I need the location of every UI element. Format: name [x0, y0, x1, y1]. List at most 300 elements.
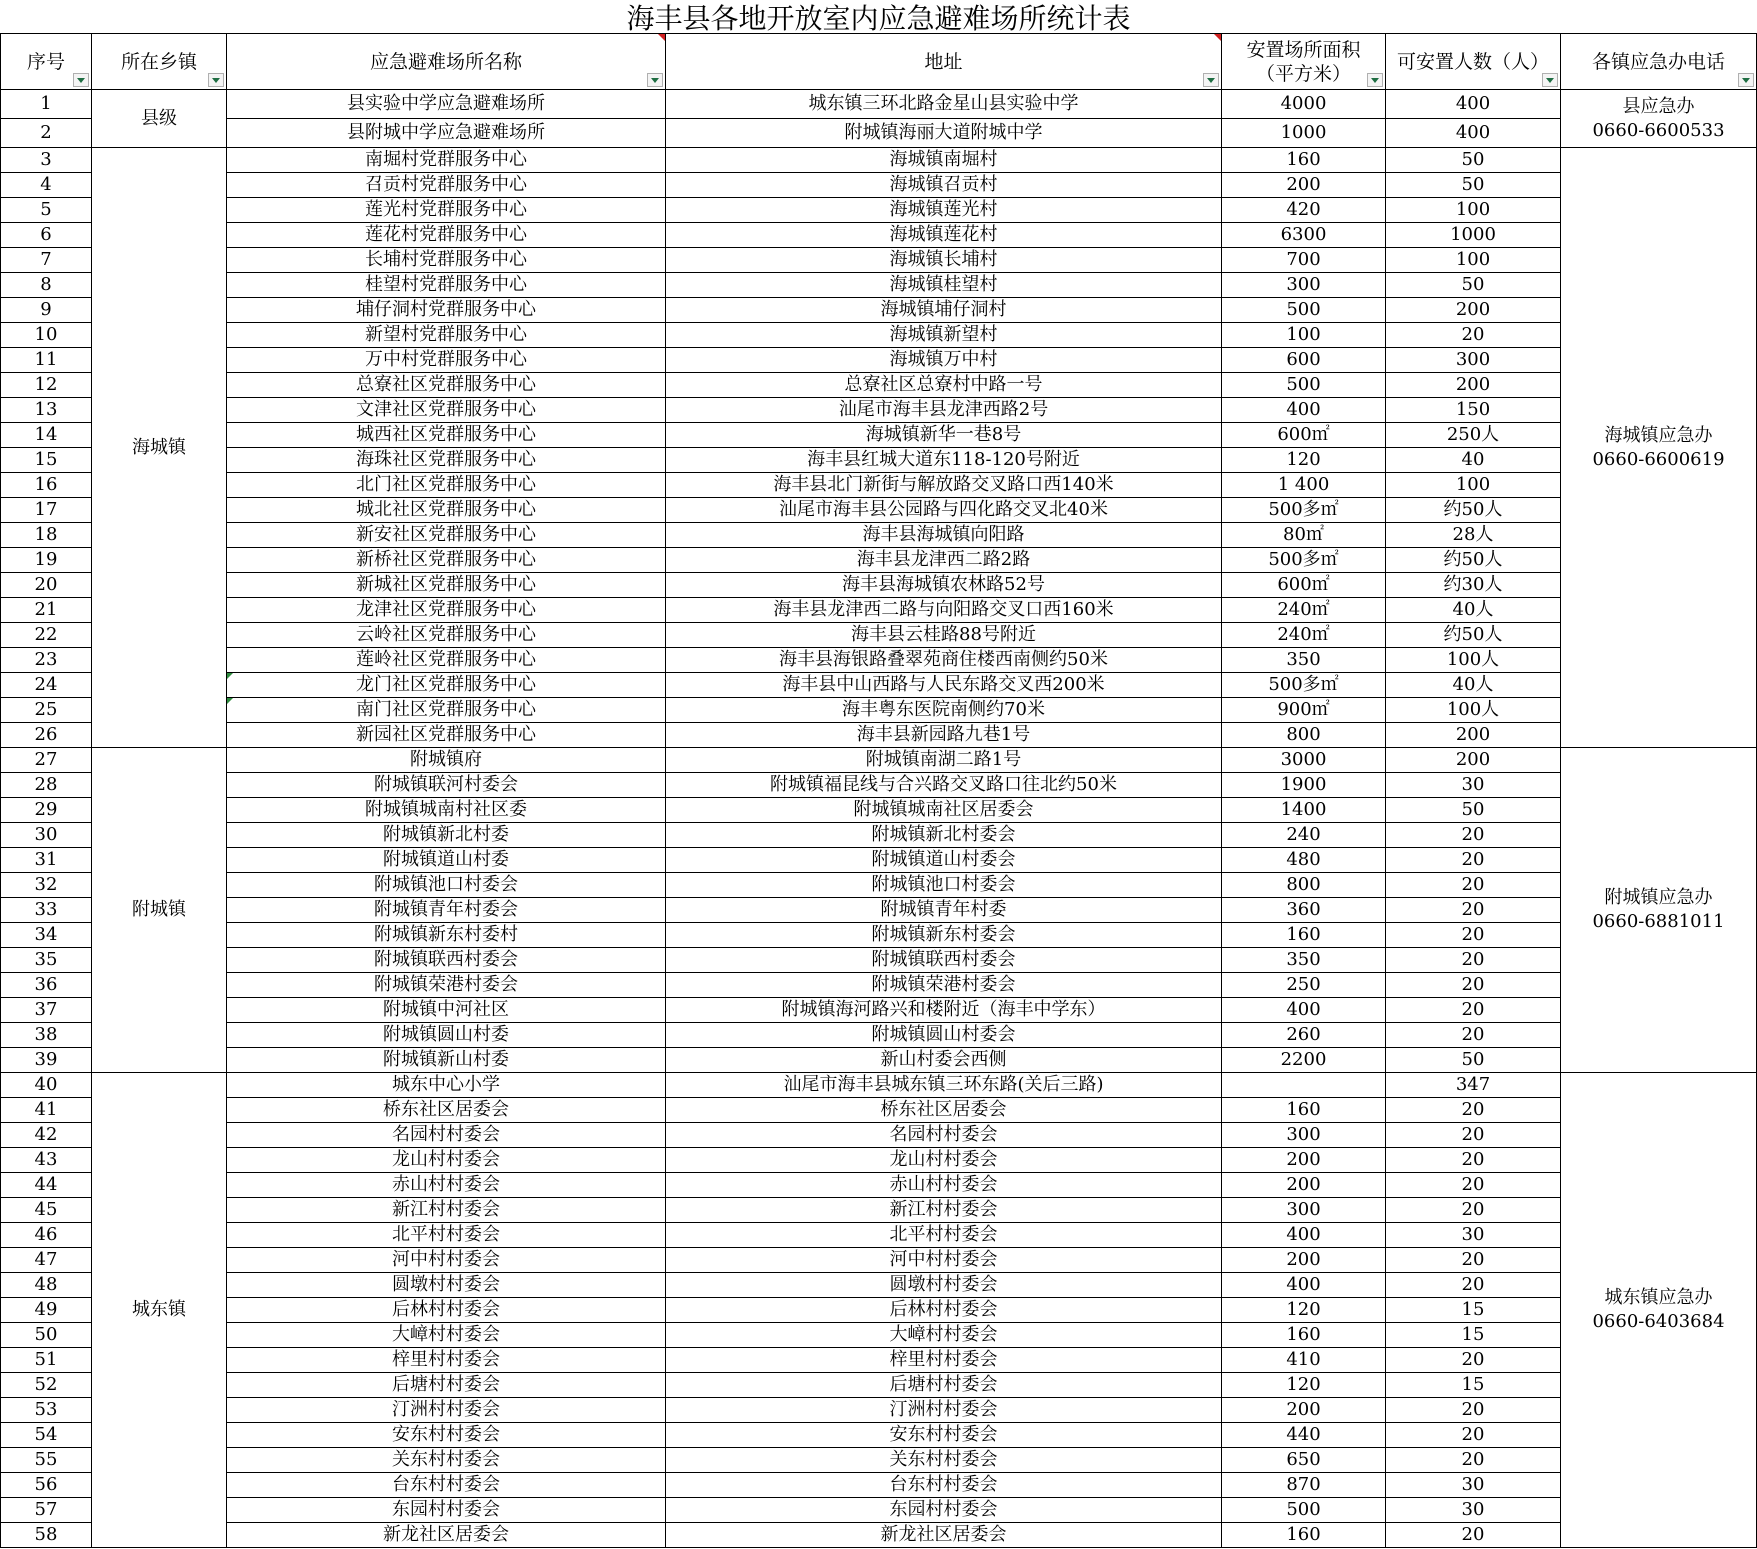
cell-capacity[interactable]: 20 — [1386, 998, 1561, 1023]
cell-seq[interactable]: 9 — [1, 298, 92, 323]
cell-address[interactable]: 北平村村委会 — [666, 1223, 1222, 1248]
cell-area[interactable]: 120 — [1222, 1373, 1386, 1398]
cell-seq[interactable]: 3 — [1, 148, 92, 173]
cell-address[interactable]: 海城镇莲光村 — [666, 198, 1222, 223]
cell-area[interactable]: 2200 — [1222, 1048, 1386, 1073]
cell-capacity[interactable]: 约30人 — [1386, 573, 1561, 598]
cell-capacity[interactable]: 30 — [1386, 1223, 1561, 1248]
cell-address[interactable]: 梓里村村委会 — [666, 1348, 1222, 1373]
cell-seq[interactable]: 42 — [1, 1123, 92, 1148]
cell-area[interactable]: 1 400 — [1222, 473, 1386, 498]
cell-seq[interactable]: 37 — [1, 998, 92, 1023]
cell-address[interactable]: 附城镇新北村委会 — [666, 823, 1222, 848]
cell-address[interactable]: 海城镇召贡村 — [666, 173, 1222, 198]
cell-area[interactable]: 500多㎡ — [1222, 498, 1386, 523]
cell-capacity[interactable]: 1000 — [1386, 223, 1561, 248]
cell-emergency-phone[interactable] — [1561, 748, 1757, 1073]
cell-seq[interactable]: 26 — [1, 723, 92, 748]
cell-address[interactable]: 新江村村委会 — [666, 1198, 1222, 1223]
cell-capacity[interactable]: 约50人 — [1386, 498, 1561, 523]
cell-capacity[interactable]: 20 — [1386, 1523, 1561, 1548]
cell-area[interactable]: 200 — [1222, 1148, 1386, 1173]
cell-address[interactable]: 东园村村委会 — [666, 1498, 1222, 1523]
cell-area[interactable]: 240㎡ — [1222, 623, 1386, 648]
cell-seq[interactable]: 10 — [1, 323, 92, 348]
cell-area[interactable]: 400 — [1222, 1273, 1386, 1298]
cell-capacity[interactable]: 20 — [1386, 1273, 1561, 1298]
cell-area[interactable]: 400 — [1222, 998, 1386, 1023]
cell-address[interactable]: 新龙社区居委会 — [666, 1523, 1222, 1548]
cell-area[interactable]: 100 — [1222, 323, 1386, 348]
cell-area[interactable]: 240 — [1222, 823, 1386, 848]
cell-area[interactable]: 500多㎡ — [1222, 548, 1386, 573]
cell-capacity[interactable]: 50 — [1386, 798, 1561, 823]
cell-site-name[interactable]: 长埔村党群服务中心 — [227, 248, 666, 273]
cell-seq[interactable]: 12 — [1, 373, 92, 398]
cell-site-name[interactable]: 汀洲村村委会 — [227, 1398, 666, 1423]
filter-dropdown-icon[interactable] — [208, 73, 224, 87]
cell-address[interactable]: 海丰县龙津西二路2路 — [666, 548, 1222, 573]
cell-seq[interactable]: 33 — [1, 898, 92, 923]
cell-capacity[interactable]: 20 — [1386, 1148, 1561, 1173]
cell-address[interactable]: 桥东社区居委会 — [666, 1098, 1222, 1123]
cell-address[interactable]: 海丰县红城大道东118-120号附近 — [666, 448, 1222, 473]
cell-address[interactable]: 安东村村委会 — [666, 1423, 1222, 1448]
cell-area[interactable]: 240㎡ — [1222, 598, 1386, 623]
cell-area[interactable]: 4000 — [1222, 90, 1386, 119]
cell-seq[interactable]: 5 — [1, 198, 92, 223]
cell-area[interactable]: 160 — [1222, 1523, 1386, 1548]
cell-capacity[interactable]: 20 — [1386, 923, 1561, 948]
cell-capacity[interactable]: 15 — [1386, 1373, 1561, 1398]
cell-site-name[interactable]: 河中村村委会 — [227, 1248, 666, 1273]
cell-capacity[interactable]: 100 — [1386, 198, 1561, 223]
cell-site-name[interactable]: 附城镇城南村社区委 — [227, 798, 666, 823]
cell-seq[interactable]: 23 — [1, 648, 92, 673]
cell-seq[interactable]: 38 — [1, 1023, 92, 1048]
cell-area[interactable]: 200 — [1222, 1173, 1386, 1198]
cell-seq[interactable]: 52 — [1, 1373, 92, 1398]
cell-site-name[interactable]: 云岭社区党群服务中心 — [227, 623, 666, 648]
cell-address[interactable]: 龙山村村委会 — [666, 1148, 1222, 1173]
cell-area[interactable]: 260 — [1222, 1023, 1386, 1048]
cell-area[interactable]: 250 — [1222, 973, 1386, 998]
cell-area[interactable]: 160 — [1222, 923, 1386, 948]
cell-seq[interactable]: 16 — [1, 473, 92, 498]
cell-site-name[interactable]: 附城镇池口村委会 — [227, 873, 666, 898]
cell-area[interactable]: 420 — [1222, 198, 1386, 223]
cell-town[interactable]: 海城镇 — [92, 148, 227, 748]
cell-address[interactable]: 附城镇海河路兴和楼附近（海丰中学东） — [666, 998, 1222, 1023]
cell-capacity[interactable]: 28人 — [1386, 523, 1561, 548]
filter-dropdown-icon[interactable] — [1738, 73, 1754, 87]
cell-town[interactable]: 县级 — [92, 90, 227, 148]
cell-seq[interactable]: 50 — [1, 1323, 92, 1348]
cell-capacity[interactable]: 20 — [1386, 973, 1561, 998]
cell-capacity[interactable]: 100 — [1386, 248, 1561, 273]
cell-capacity[interactable]: 20 — [1386, 848, 1561, 873]
cell-site-name[interactable]: 新园社区党群服务中心 — [227, 723, 666, 748]
cell-capacity[interactable]: 20 — [1386, 1398, 1561, 1423]
cell-address[interactable]: 台东村村委会 — [666, 1473, 1222, 1498]
cell-seq[interactable]: 30 — [1, 823, 92, 848]
cell-address[interactable]: 海丰县新园路九巷1号 — [666, 723, 1222, 748]
cell-area[interactable]: 800 — [1222, 873, 1386, 898]
cell-seq[interactable]: 14 — [1, 423, 92, 448]
cell-address[interactable]: 海城镇莲花村 — [666, 223, 1222, 248]
cell-capacity[interactable]: 20 — [1386, 898, 1561, 923]
cell-capacity[interactable]: 约50人 — [1386, 548, 1561, 573]
cell-address[interactable]: 海丰粤东医院南侧约70米 — [666, 698, 1222, 723]
cell-seq[interactable]: 40 — [1, 1073, 92, 1098]
cell-capacity[interactable]: 40人 — [1386, 598, 1561, 623]
cell-address[interactable]: 附城镇青年村委 — [666, 898, 1222, 923]
filter-dropdown-icon[interactable] — [1203, 73, 1219, 87]
cell-site-name[interactable]: 台东村村委会 — [227, 1473, 666, 1498]
cell-site-name[interactable]: 龙山村村委会 — [227, 1148, 666, 1173]
cell-capacity[interactable]: 200 — [1386, 748, 1561, 773]
cell-capacity[interactable]: 20 — [1386, 873, 1561, 898]
cell-address[interactable]: 后林村村委会 — [666, 1298, 1222, 1323]
cell-capacity[interactable]: 20 — [1386, 1198, 1561, 1223]
cell-area[interactable]: 870 — [1222, 1473, 1386, 1498]
cell-capacity[interactable]: 200 — [1386, 298, 1561, 323]
cell-site-name[interactable]: 附城镇圆山村委 — [227, 1023, 666, 1048]
cell-site-name[interactable]: 附城镇青年村委会 — [227, 898, 666, 923]
cell-seq[interactable]: 25 — [1, 698, 92, 723]
cell-capacity[interactable]: 20 — [1386, 1123, 1561, 1148]
cell-seq[interactable]: 47 — [1, 1248, 92, 1273]
cell-area[interactable]: 300 — [1222, 1123, 1386, 1148]
cell-seq[interactable]: 15 — [1, 448, 92, 473]
cell-seq[interactable]: 34 — [1, 923, 92, 948]
cell-area[interactable]: 500多㎡ — [1222, 673, 1386, 698]
cell-capacity[interactable]: 15 — [1386, 1323, 1561, 1348]
cell-address[interactable]: 圆墩村村委会 — [666, 1273, 1222, 1298]
cell-area[interactable]: 120 — [1222, 1298, 1386, 1323]
cell-seq[interactable]: 17 — [1, 498, 92, 523]
cell-seq[interactable]: 36 — [1, 973, 92, 998]
cell-emergency-phone[interactable] — [1561, 1073, 1757, 1548]
cell-site-name[interactable]: 名园村村委会 — [227, 1123, 666, 1148]
cell-capacity[interactable]: 250人 — [1386, 423, 1561, 448]
cell-area[interactable]: 200 — [1222, 1248, 1386, 1273]
cell-area[interactable]: 80㎡ — [1222, 523, 1386, 548]
cell-area[interactable]: 600㎡ — [1222, 573, 1386, 598]
cell-address[interactable]: 汀洲村村委会 — [666, 1398, 1222, 1423]
cell-site-name[interactable]: 赤山村村委会 — [227, 1173, 666, 1198]
cell-seq[interactable]: 56 — [1, 1473, 92, 1498]
cell-capacity[interactable]: 20 — [1386, 1248, 1561, 1273]
cell-area[interactable]: 1900 — [1222, 773, 1386, 798]
cell-site-name[interactable]: 南堀村党群服务中心 — [227, 148, 666, 173]
cell-area[interactable]: 1400 — [1222, 798, 1386, 823]
cell-capacity[interactable]: 400 — [1386, 119, 1561, 148]
cell-capacity[interactable]: 约50人 — [1386, 623, 1561, 648]
cell-seq[interactable]: 8 — [1, 273, 92, 298]
cell-capacity[interactable]: 200 — [1386, 373, 1561, 398]
cell-seq[interactable]: 48 — [1, 1273, 92, 1298]
cell-area[interactable]: 200 — [1222, 1398, 1386, 1423]
cell-seq[interactable]: 49 — [1, 1298, 92, 1323]
cell-area[interactable]: 600㎡ — [1222, 423, 1386, 448]
cell-site-name[interactable]: 新桥社区党群服务中心 — [227, 548, 666, 573]
cell-area[interactable]: 500 — [1222, 373, 1386, 398]
cell-area[interactable]: 410 — [1222, 1348, 1386, 1373]
cell-area[interactable]: 500 — [1222, 298, 1386, 323]
cell-address[interactable]: 海城镇新望村 — [666, 323, 1222, 348]
cell-capacity[interactable]: 50 — [1386, 1048, 1561, 1073]
cell-seq[interactable]: 53 — [1, 1398, 92, 1423]
cell-capacity[interactable]: 30 — [1386, 1473, 1561, 1498]
cell-site-name[interactable]: 县附城中学应急避难场所 — [227, 119, 666, 148]
cell-area[interactable]: 1000 — [1222, 119, 1386, 148]
cell-site-name[interactable]: 附城镇联河村委会 — [227, 773, 666, 798]
cell-seq[interactable]: 27 — [1, 748, 92, 773]
filter-dropdown-icon[interactable] — [1367, 73, 1383, 87]
cell-site-name[interactable]: 莲光村党群服务中心 — [227, 198, 666, 223]
cell-capacity[interactable]: 20 — [1386, 948, 1561, 973]
cell-capacity[interactable]: 100人 — [1386, 648, 1561, 673]
cell-site-name[interactable]: 县实验中学应急避难场所 — [227, 90, 666, 119]
cell-site-name[interactable]: 莲花村党群服务中心 — [227, 223, 666, 248]
filter-dropdown-icon[interactable] — [73, 73, 89, 87]
cell-seq[interactable]: 22 — [1, 623, 92, 648]
cell-address[interactable]: 附城镇城南社区居委会 — [666, 798, 1222, 823]
cell-address[interactable]: 附城镇荣港村委会 — [666, 973, 1222, 998]
cell-seq[interactable]: 57 — [1, 1498, 92, 1523]
cell-capacity[interactable]: 347 — [1386, 1073, 1561, 1098]
cell-capacity[interactable]: 100 — [1386, 473, 1561, 498]
cell-address[interactable]: 附城镇圆山村委会 — [666, 1023, 1222, 1048]
cell-address[interactable]: 海城镇南堀村 — [666, 148, 1222, 173]
cell-site-name[interactable]: 附城镇新山村委 — [227, 1048, 666, 1073]
cell-address[interactable]: 海丰县海城镇向阳路 — [666, 523, 1222, 548]
cell-capacity[interactable]: 40 — [1386, 448, 1561, 473]
cell-address[interactable]: 海城镇新华一巷8号 — [666, 423, 1222, 448]
cell-site-name[interactable]: 龙津社区党群服务中心 — [227, 598, 666, 623]
cell-site-name[interactable]: 万中村党群服务中心 — [227, 348, 666, 373]
cell-capacity[interactable]: 400 — [1386, 90, 1561, 119]
cell-address[interactable]: 附城镇海丽大道附城中学 — [666, 119, 1222, 148]
cell-capacity[interactable]: 20 — [1386, 1023, 1561, 1048]
cell-seq[interactable]: 2 — [1, 119, 92, 148]
cell-area[interactable]: 400 — [1222, 1223, 1386, 1248]
cell-seq[interactable]: 55 — [1, 1448, 92, 1473]
cell-area[interactable]: 500 — [1222, 1498, 1386, 1523]
cell-site-name[interactable]: 城东中心小学 — [227, 1073, 666, 1098]
cell-town[interactable]: 城东镇 — [92, 1073, 227, 1548]
cell-address[interactable]: 附城镇新东村委会 — [666, 923, 1222, 948]
cell-address[interactable]: 海城镇长埔村 — [666, 248, 1222, 273]
cell-site-name[interactable]: 附城镇联西村委会 — [227, 948, 666, 973]
cell-site-name[interactable]: 新江村村委会 — [227, 1198, 666, 1223]
cell-site-name[interactable]: 附城镇荣港村委会 — [227, 973, 666, 998]
cell-area[interactable]: 440 — [1222, 1423, 1386, 1448]
cell-capacity[interactable]: 50 — [1386, 173, 1561, 198]
cell-capacity[interactable]: 20 — [1386, 323, 1561, 348]
cell-area[interactable]: 360 — [1222, 898, 1386, 923]
cell-seq[interactable]: 54 — [1, 1423, 92, 1448]
cell-address[interactable]: 附城镇联西村委会 — [666, 948, 1222, 973]
cell-address[interactable]: 海城镇埔仔洞村 — [666, 298, 1222, 323]
cell-area[interactable]: 350 — [1222, 948, 1386, 973]
cell-seq[interactable]: 45 — [1, 1198, 92, 1223]
cell-seq[interactable]: 31 — [1, 848, 92, 873]
cell-capacity[interactable]: 300 — [1386, 348, 1561, 373]
cell-seq[interactable]: 19 — [1, 548, 92, 573]
cell-capacity[interactable]: 50 — [1386, 148, 1561, 173]
cell-site-name[interactable]: 总寮社区党群服务中心 — [227, 373, 666, 398]
cell-capacity[interactable]: 40人 — [1386, 673, 1561, 698]
cell-capacity[interactable]: 200 — [1386, 723, 1561, 748]
cell-address[interactable]: 汕尾市海丰县城东镇三环东路(关后三路) — [666, 1073, 1222, 1098]
cell-address[interactable]: 海丰县海银路叠翠苑商住楼西南侧约50米 — [666, 648, 1222, 673]
cell-area[interactable]: 160 — [1222, 1323, 1386, 1348]
cell-capacity[interactable]: 50 — [1386, 273, 1561, 298]
cell-capacity[interactable]: 100人 — [1386, 698, 1561, 723]
cell-address[interactable]: 海丰县海城镇农林路52号 — [666, 573, 1222, 598]
cell-site-name[interactable]: 大嶂村村委会 — [227, 1323, 666, 1348]
cell-site-name[interactable]: 后林村村委会 — [227, 1298, 666, 1323]
cell-seq[interactable]: 13 — [1, 398, 92, 423]
cell-site-name[interactable]: 城西社区党群服务中心 — [227, 423, 666, 448]
cell-emergency-phone[interactable] — [1561, 148, 1757, 748]
cell-capacity[interactable]: 150 — [1386, 398, 1561, 423]
cell-seq[interactable]: 7 — [1, 248, 92, 273]
cell-address[interactable]: 汕尾市海丰县公园路与四化路交叉北40米 — [666, 498, 1222, 523]
cell-seq[interactable]: 58 — [1, 1523, 92, 1548]
cell-area[interactable]: 160 — [1222, 148, 1386, 173]
cell-site-name[interactable]: 安东村村委会 — [227, 1423, 666, 1448]
cell-site-name[interactable]: 附城镇新东村委村 — [227, 923, 666, 948]
cell-site-name[interactable]: 附城镇道山村委 — [227, 848, 666, 873]
cell-seq[interactable]: 21 — [1, 598, 92, 623]
cell-seq[interactable]: 43 — [1, 1148, 92, 1173]
cell-seq[interactable]: 46 — [1, 1223, 92, 1248]
cell-seq[interactable]: 41 — [1, 1098, 92, 1123]
cell-area[interactable]: 800 — [1222, 723, 1386, 748]
cell-address[interactable]: 海丰县北门新街与解放路交叉路口西140米 — [666, 473, 1222, 498]
cell-address[interactable]: 附城镇南湖二路1号 — [666, 748, 1222, 773]
cell-area[interactable]: 200 — [1222, 173, 1386, 198]
cell-capacity[interactable]: 20 — [1386, 1348, 1561, 1373]
cell-area[interactable]: 600 — [1222, 348, 1386, 373]
cell-capacity[interactable]: 20 — [1386, 823, 1561, 848]
cell-seq[interactable]: 18 — [1, 523, 92, 548]
cell-area[interactable]: 400 — [1222, 398, 1386, 423]
filter-dropdown-icon[interactable] — [1542, 73, 1558, 87]
cell-area[interactable]: 350 — [1222, 648, 1386, 673]
cell-seq[interactable]: 24 — [1, 673, 92, 698]
cell-area[interactable]: 300 — [1222, 273, 1386, 298]
cell-address[interactable]: 海城镇万中村 — [666, 348, 1222, 373]
cell-address[interactable]: 新山村委会西侧 — [666, 1048, 1222, 1073]
cell-capacity[interactable]: 15 — [1386, 1298, 1561, 1323]
cell-seq[interactable]: 1 — [1, 90, 92, 119]
cell-seq[interactable]: 32 — [1, 873, 92, 898]
cell-site-name[interactable]: 南门社区党群服务中心 — [227, 698, 666, 723]
cell-site-name[interactable]: 梓里村村委会 — [227, 1348, 666, 1373]
cell-site-name[interactable]: 东园村村委会 — [227, 1498, 666, 1523]
cell-site-name[interactable]: 城北社区党群服务中心 — [227, 498, 666, 523]
cell-site-name[interactable]: 后塘村村委会 — [227, 1373, 666, 1398]
cell-seq[interactable]: 29 — [1, 798, 92, 823]
cell-address[interactable]: 附城镇池口村委会 — [666, 873, 1222, 898]
cell-address[interactable]: 名园村村委会 — [666, 1123, 1222, 1148]
cell-seq[interactable]: 28 — [1, 773, 92, 798]
cell-address[interactable]: 后塘村村委会 — [666, 1373, 1222, 1398]
cell-area[interactable]: 900㎡ — [1222, 698, 1386, 723]
cell-address[interactable]: 大嶂村村委会 — [666, 1323, 1222, 1348]
cell-site-name[interactable]: 龙门社区党群服务中心 — [227, 673, 666, 698]
cell-site-name[interactable]: 新龙社区居委会 — [227, 1523, 666, 1548]
cell-site-name[interactable]: 新安社区党群服务中心 — [227, 523, 666, 548]
cell-area[interactable]: 3000 — [1222, 748, 1386, 773]
cell-address[interactable]: 海丰县云桂路88号附近 — [666, 623, 1222, 648]
cell-seq[interactable]: 4 — [1, 173, 92, 198]
cell-address[interactable]: 附城镇福昆线与合兴路交叉路口往北约50米 — [666, 773, 1222, 798]
cell-seq[interactable]: 11 — [1, 348, 92, 373]
cell-site-name[interactable]: 文津社区党群服务中心 — [227, 398, 666, 423]
cell-capacity[interactable]: 20 — [1386, 1098, 1561, 1123]
cell-site-name[interactable]: 新望村党群服务中心 — [227, 323, 666, 348]
filter-dropdown-icon[interactable] — [647, 73, 663, 87]
cell-capacity[interactable]: 20 — [1386, 1423, 1561, 1448]
cell-address[interactable]: 海丰县龙津西二路与向阳路交叉口西160米 — [666, 598, 1222, 623]
cell-capacity[interactable]: 30 — [1386, 773, 1561, 798]
cell-capacity[interactable]: 20 — [1386, 1173, 1561, 1198]
cell-address[interactable]: 河中村村委会 — [666, 1248, 1222, 1273]
cell-seq[interactable]: 51 — [1, 1348, 92, 1373]
cell-area[interactable]: 480 — [1222, 848, 1386, 873]
cell-area[interactable]: 6300 — [1222, 223, 1386, 248]
cell-seq[interactable]: 20 — [1, 573, 92, 598]
cell-site-name[interactable]: 圆墩村村委会 — [227, 1273, 666, 1298]
cell-area[interactable]: 120 — [1222, 448, 1386, 473]
cell-area[interactable] — [1222, 1073, 1386, 1098]
cell-seq[interactable]: 39 — [1, 1048, 92, 1073]
cell-seq[interactable]: 35 — [1, 948, 92, 973]
cell-address[interactable]: 汕尾市海丰县龙津西路2号 — [666, 398, 1222, 423]
cell-area[interactable]: 300 — [1222, 1198, 1386, 1223]
cell-area[interactable]: 160 — [1222, 1098, 1386, 1123]
cell-emergency-phone[interactable] — [1561, 90, 1757, 148]
cell-site-name[interactable]: 埔仔洞村党群服务中心 — [227, 298, 666, 323]
cell-site-name[interactable]: 关东村村委会 — [227, 1448, 666, 1473]
cell-seq[interactable]: 6 — [1, 223, 92, 248]
cell-address[interactable]: 总寮社区总寮村中路一号 — [666, 373, 1222, 398]
cell-site-name[interactable]: 北平村村委会 — [227, 1223, 666, 1248]
cell-address[interactable]: 附城镇道山村委会 — [666, 848, 1222, 873]
cell-town[interactable]: 附城镇 — [92, 748, 227, 1073]
cell-site-name[interactable]: 北门社区党群服务中心 — [227, 473, 666, 498]
cell-site-name[interactable]: 莲岭社区党群服务中心 — [227, 648, 666, 673]
cell-capacity[interactable]: 20 — [1386, 1448, 1561, 1473]
cell-seq[interactable]: 44 — [1, 1173, 92, 1198]
cell-site-name[interactable]: 附城镇新北村委 — [227, 823, 666, 848]
cell-site-name[interactable]: 桥东社区居委会 — [227, 1098, 666, 1123]
cell-site-name[interactable]: 新城社区党群服务中心 — [227, 573, 666, 598]
cell-address[interactable]: 关东村村委会 — [666, 1448, 1222, 1473]
cell-site-name[interactable]: 海珠社区党群服务中心 — [227, 448, 666, 473]
cell-address[interactable]: 城东镇三环北路金星山县实验中学 — [666, 90, 1222, 119]
cell-site-name[interactable]: 附城镇府 — [227, 748, 666, 773]
cell-area[interactable]: 650 — [1222, 1448, 1386, 1473]
cell-site-name[interactable]: 附城镇中河社区 — [227, 998, 666, 1023]
cell-address[interactable]: 海城镇桂望村 — [666, 273, 1222, 298]
cell-address[interactable]: 赤山村村委会 — [666, 1173, 1222, 1198]
